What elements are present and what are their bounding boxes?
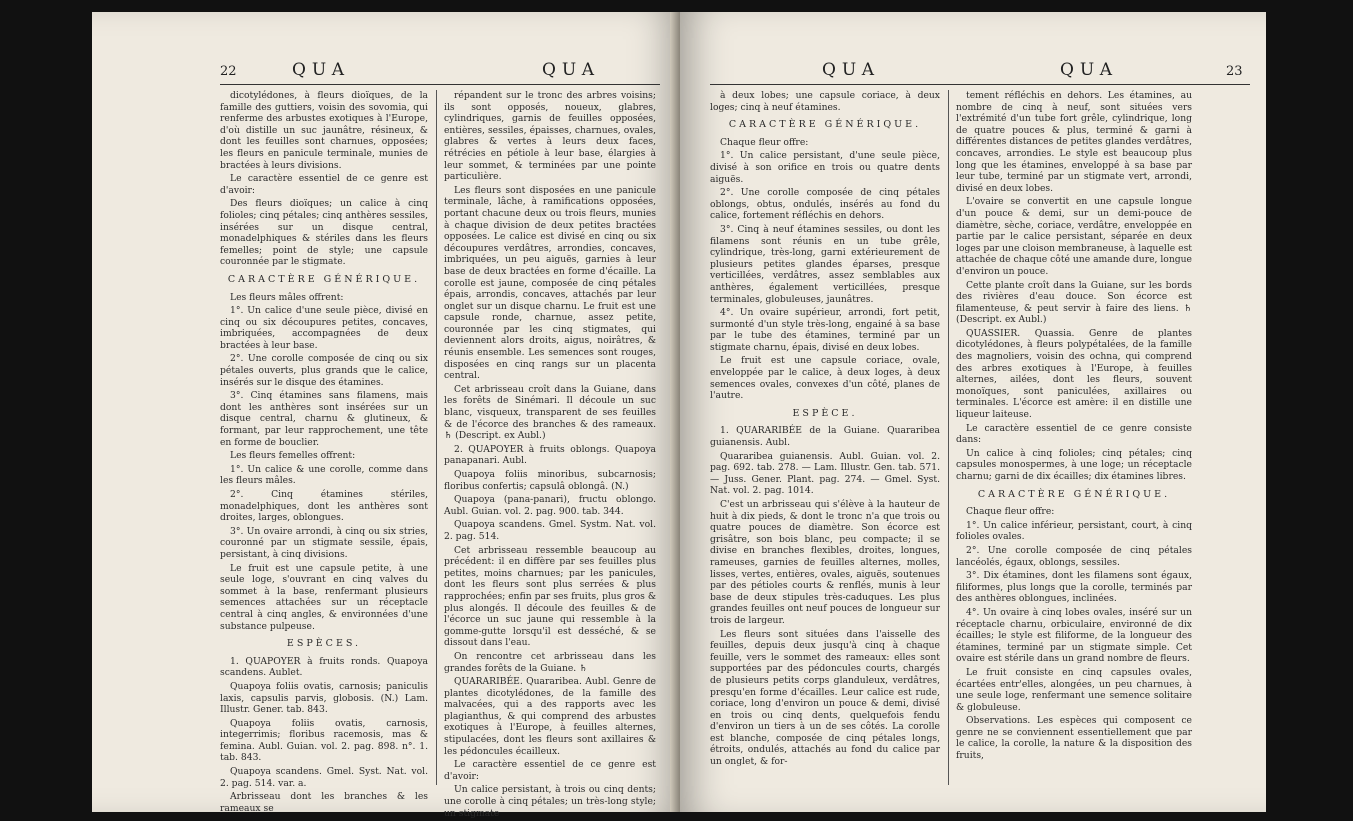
right-running-head-2: QUA <box>1060 60 1119 80</box>
paragraph: CARACTÈRE GÉNÉRIQUE. <box>728 119 922 131</box>
paragraph: 1°. Un calice persistant, d'une seule pièce, divisé à son orifice en trois ou quatre dents aiguës. <box>710 150 940 185</box>
paragraph: Quapoya scandens. Gmel. Systm. Nat. vol. 2. pag. 514. <box>444 519 656 542</box>
paragraph: QUARARIBÉE. Quararibea. Aubl. Genre de plantes dicotylédones, de la famille des malvacées, qui a des rapports avec les plagianthus, & qui comprend des arbustes exotiques à l'Europe, à feuilles alternes, stipulacées, dont les fleurs sont axillaires & les pédoncules écailleux. <box>444 676 656 757</box>
column-divider <box>948 90 949 785</box>
paragraph: 3°. Un ovaire arrondi, à cinq ou six stries, couronné par un stigmate sessile, épais, persistant, à cinq divisions. <box>220 525 428 560</box>
column-divider <box>436 90 437 785</box>
paragraph: Les fleurs sont disposées en une panicule terminale, lâche, à ramifications opposées, portant chacune deux ou trois fleurs, munies à chaque division de deux petites bractées opposées. Le calice est divisé en cinq ou six découpures verdâtres, arrondies, concaves, imbriquées, un peu aiguës, garnies à leur base de deux bractées en forme d'écaille. La corolle est jaune, composée de cinq pétales épais, arrondis, concaves, attachés par leur onglet sur un disque charnu. Le fruit est une capsule ronde, charnue, assez petite, couronnée par les cinq stigmates, qui deviennent alors droits, aigus, noirâtres, & réunis ensemble. Les semences sont rouges, disposées en cinq rangs sur un placenta central. <box>444 184 656 382</box>
paragraph: 1. QUAPOYER à fruits ronds. Quapoya scandens. Aublet. <box>220 655 428 679</box>
paragraph: Le fruit est une capsule coriace, ovale, enveloppée par le calice, à deux loges, à deux semences ovales, convexes d'un côté, planes de l'autre. <box>710 355 940 402</box>
paragraph: Chaque fleur offre: <box>966 506 1055 518</box>
paragraph: 2. QUAPOYER à fruits oblongs. Quapoya panapanari. Aubl. <box>444 443 656 467</box>
paragraph: C'est un arbrisseau qui s'élève à la hauteur de huit à dix pieds, & dont le tronc n'a que trois ou quatre pouces de diamètre. Son écorce est grisâtre, son bois blanc, peu compacte; il se divise en branches flexibles, droites, longues, rameuses, garnies de feuilles alternes, molles, lisses, vertes, entières, ovales, aiguës, soutenues par des pétioles courts & renflés, munis à leur base de deux stipules très-caduques. Les plus grandes feuilles ont neuf pouces de longueur sur trois de largeur. <box>710 499 940 626</box>
paragraph: Quapoya foliis ovatis, carnosis, integerrimis; floribus racemosis, mas & femina. Aubl. Guian. vol. 2. pag. 898. n°. 1. tab. 843. <box>220 717 428 764</box>
right-page-number: 23 <box>1226 64 1243 79</box>
paragraph: Les fleurs mâles offrent: <box>230 291 344 303</box>
paragraph: 2°. Une corolle composée de cinq ou six pétales ouverts, plus grands que le calice, insérés sur le disque des étamines. <box>220 353 428 388</box>
paragraph: Cet arbrisseau croît dans la Guiane, dans les forêts de Sinémari. Il découle un suc blanc, visqueux, transparent de ses feuilles & de l'écorce des branches & des rameaux. ♄ (Descript. ex Aubl.) <box>444 383 656 442</box>
left-column-1 <box>220 90 428 816</box>
paragraph: Le caractère essentiel de ce genre consiste dans: <box>956 422 1192 446</box>
left-running-head: QUA <box>292 60 351 80</box>
paragraph: Arbrisseau dont les branches & les rameaux se <box>220 791 428 814</box>
paragraph: 4°. Un ovaire supérieur, arrondi, fort petit, surmonté d'un style très-long, engainé à sa base par le tube des étamines, terminé par un stigmate charnu, épais, divisé en deux lobes. <box>710 307 940 353</box>
header-rule <box>220 84 660 85</box>
paragraph: CARACTÈRE GÉNÉRIQUE. <box>227 273 421 285</box>
paragraph: Quapoya foliis minoribus, subcarnosis; floribus confertis; capsulâ oblongâ. (N.) <box>444 469 656 492</box>
paragraph: répandent sur le tronc des arbres voisins; ils sont opposés, noueux, glabres, cylindriques, garnis de feuilles opposées, entières, sessiles, épaisses, charnues, ovales, glabres & vertes à leurs deux faces, rétrécies en pétiole à leur base, élargies à leur sommet, & terminées par une pointe particulière. <box>444 90 656 183</box>
paragraph: Quapoya foliis ovatis, carnosis; paniculis laxis, capsulis parvis, globosis. (N.) Lam. Illustr. Gener. tab. 843. <box>220 680 428 716</box>
paragraph: 1°. Un calice & une corolle, comme dans les fleurs mâles. <box>220 463 428 487</box>
paragraph: Cette plante croît dans la Guiane, sur les bords des rivières d'eau douce. Son écorce est filamenteuse, & peut servir à faire des liens. ♄ (Descript. ex Aubl.) <box>956 279 1192 326</box>
paragraph: L'ovaire se convertit en une capsule longue d'un pouce & demi, sur un demi-pouce de diamètre, sèche, coriace, verdâtre, enveloppée en partie par le calice persistant, séparée en deux loges par une cloison membraneuse, à laquelle est attachée de chaque côté une amande dure, longue d'environ un pouce. <box>956 196 1192 277</box>
paragraph: Le fruit est une capsule petite, à une seule loge, s'ouvrant en cinq valves du sommet à la base, renfermant plusieurs semences attachées sur un réceptacle central à cinq angles, & environnées d'une substance pulpeuse. <box>220 562 428 632</box>
paragraph: 2°. Cinq étamines stériles, monadelphiques, dont les anthères sont droites, larges, oblongues. <box>220 489 428 524</box>
paragraph: Un calice persistant, à trois ou cinq dents; une corolle à cinq pétales; un très-long style; un stigmate <box>444 784 656 819</box>
left-column-2 <box>444 90 656 821</box>
paragraph: Le caractère essentiel de ce genre est d'avoir: <box>220 173 428 196</box>
paragraph: Cet arbrisseau ressemble beaucoup au précédent: il en diffère par ses feuilles plus petites, moins charnues; par les panicules, dont les fleurs sont plus serrées & plus rapprochées; enfin par ses fruits, plus gros & plus alongés. Il découle des feuilles & de l'écorce un suc jaune qui ressemble à la gomme-gutte lorsqu'il est desséché, & se dissout dans l'eau. <box>444 544 656 649</box>
paragraph: 1. QUARARIBÉE de la Guiane. Quararibea guianensis. Aubl. <box>710 425 940 449</box>
header-rule <box>710 84 1250 85</box>
paragraph: Quapoya scandens. Gmel. Syst. Nat. vol. 2. pag. 514. var. a. <box>220 766 428 789</box>
paragraph: 4°. Un ovaire à cinq lobes ovales, inséré sur un réceptacle charnu, orbiculaire, environné de dix écailles; le style est filiforme, de la longueur des étamines, terminé par un stigmate simple. Cet ovaire est stérile dans un grand nombre de fleurs. <box>956 606 1192 665</box>
paragraph: Quapoya (pana-panari), fructu oblongo. Aubl. Guian. vol. 2. pag. 900. tab. 344. <box>444 494 656 517</box>
right-column-1 <box>710 90 940 770</box>
paragraph: Le fruit consiste en cinq capsules ovales, écartées entr'elles, alongées, un peu charnues, à une seule loge, renfermant une semence solitaire & globuleuse. <box>956 666 1192 713</box>
paragraph: 3°. Dix étamines, dont les filamens sont égaux, filiformes, plus longs que la corolle, terminés par des anthères oblongues, inclinées. <box>956 570 1192 605</box>
paragraph: Un calice à cinq folioles; cinq pétales; cinq capsules monospermes, à une loge; un réceptacle charnu; garni de dix écailles; dix étamines libres. <box>956 447 1192 482</box>
paragraph: Observations. Les espèces qui composent ce genre ne se conviennent essentiellement que par le calice, la corolle, la nature & la disposition des fruits, <box>956 715 1192 762</box>
paragraph: tement réfléchis en dehors. Les étamines, au nombre de cinq à neuf, sont situées vers l'extrémité d'un tube fort grêle, cylindrique, long de quatre pouces & plus, terminé & garni à différentes distances de petites glandes verdâtres, concaves, arrondies. Le style est beaucoup plus long que les étamines, enveloppé à sa base par leur tube, terminé par un stigmate vert, arrondi, divisé en deux lobes. <box>956 90 1192 194</box>
paragraph: 2°. Une corolle composée de cinq pétales lancéolés, égaux, oblongs, sessiles. <box>956 544 1192 568</box>
paragraph: dicotylédones, à fleurs dioïques, de la famille des guttiers, voisin des sovomia, qui renferme des arbustes exotiques à l'Europe, d'où distille un suc jaunâtre, résineux, & dont les feuilles sont charnues, opposées; les fleurs en panicule terminale, munies de bractées à leurs divisions. <box>220 90 428 171</box>
paragraph: Quararibea guianensis. Aubl. Guian. vol. 2. pag. 692. tab. 278. — Lam. Illustr. Gen. tab. 571. — Juss. Gener. Plant. pag. 274. — Gmel. Syst. Nat. vol. 2. pag. 1014. <box>710 450 940 497</box>
paragraph: 1°. Un calice inférieur, persistant, court, à cinq folioles ovales. <box>956 519 1192 543</box>
paragraph: Le caractère essentiel de ce genre est d'avoir: <box>444 759 656 782</box>
paragraph: QUASSIER. Quassia. Genre de plantes dicotylédones, à fleurs polypétalées, de la famille des magnoliers, voisin des ochna, qui comprend des arbres exotiques à l'Europe, à feuilles alternes, ailées, dont les fleurs, souvent monoïques, sont paniculées, axillaires ou terminales. L'écorce est amère: il en distille une liqueur laiteuse. <box>956 327 1192 421</box>
paragraph: 3°. Cinq étamines sans filamens, mais dont les anthères sont insérées sur un disque central, charnu & glutineux, & formant, par leur rapprochement, une tête en forme de bouclier. <box>220 390 428 448</box>
left-running-head-2: QUA <box>542 60 601 80</box>
right-column-2 <box>956 90 1192 764</box>
left-page-number: 22 <box>220 64 237 79</box>
paragraph: 1°. Un calice d'une seule pièce, divisé en cinq ou six découpures petites, concaves, imbriquées, accompagnées de deux bractées à leur base. <box>220 305 428 351</box>
paragraph: ESPÈCE. <box>792 407 858 419</box>
paragraph: 3°. Cinq à neuf étamines sessiles, ou dont les filamens sont réunis en un tube grêle, cylindrique, très-long, garni extérieurement de plusieurs petites glandes éparses, presque verticillées, verdâtres, assez semblables aux anthères, également verticillées, presque terminales, globuleuses, jaunâtres. <box>710 223 940 305</box>
paragraph: Chaque fleur offre: <box>720 136 809 148</box>
paragraph: 2°. Une corolle composée de cinq pétales oblongs, obtus, ondulés, insérés au fond du calice, fortement réfléchis en dehors. <box>710 187 940 222</box>
paragraph: CARACTÈRE GÉNÉRIQUE. <box>977 488 1171 500</box>
paragraph: ESPÈCES. <box>286 638 362 650</box>
right-running-head: QUA <box>822 60 881 80</box>
left-page <box>92 12 680 819</box>
paragraph: Les fleurs sont situées dans l'aisselle des feuilles, depuis deux jusqu'à cinq à chaque feuille, vers le sommet des rameaux: elles sont supportées par des pédoncules courts, chargés de plusieurs petits corps glanduleux, verdâtres, presqu'en forme d'écailles. Leur calice est rude, coriace, long d'environ un pouce & demi, divisé en trois ou cinq dents, quelquefois fendu d'environ un tiers à un de ses côtés. La corolle est blanche, composée de cinq pétales longs, étroits, ondulés, attachés au fond du calice par un onglet, & for- <box>710 628 940 768</box>
paragraph: à deux lobes; une capsule coriace, à deux loges; cinq à neuf étamines. <box>710 90 940 113</box>
paragraph: On rencontre cet arbrisseau dans les grandes forêts de la Guiane. ♄ <box>444 650 656 674</box>
paragraph: Des fleurs dioïques; un calice à cinq folioles; cinq pétales; cinq anthères sessiles, insérées sur un disque central, monadelphiques & stériles dans les fleurs femelles; point de style; une capsule couronnée par le stigmate. <box>220 198 428 268</box>
right-page <box>680 12 1266 812</box>
paragraph: Les fleurs femelles offrent: <box>230 450 356 462</box>
